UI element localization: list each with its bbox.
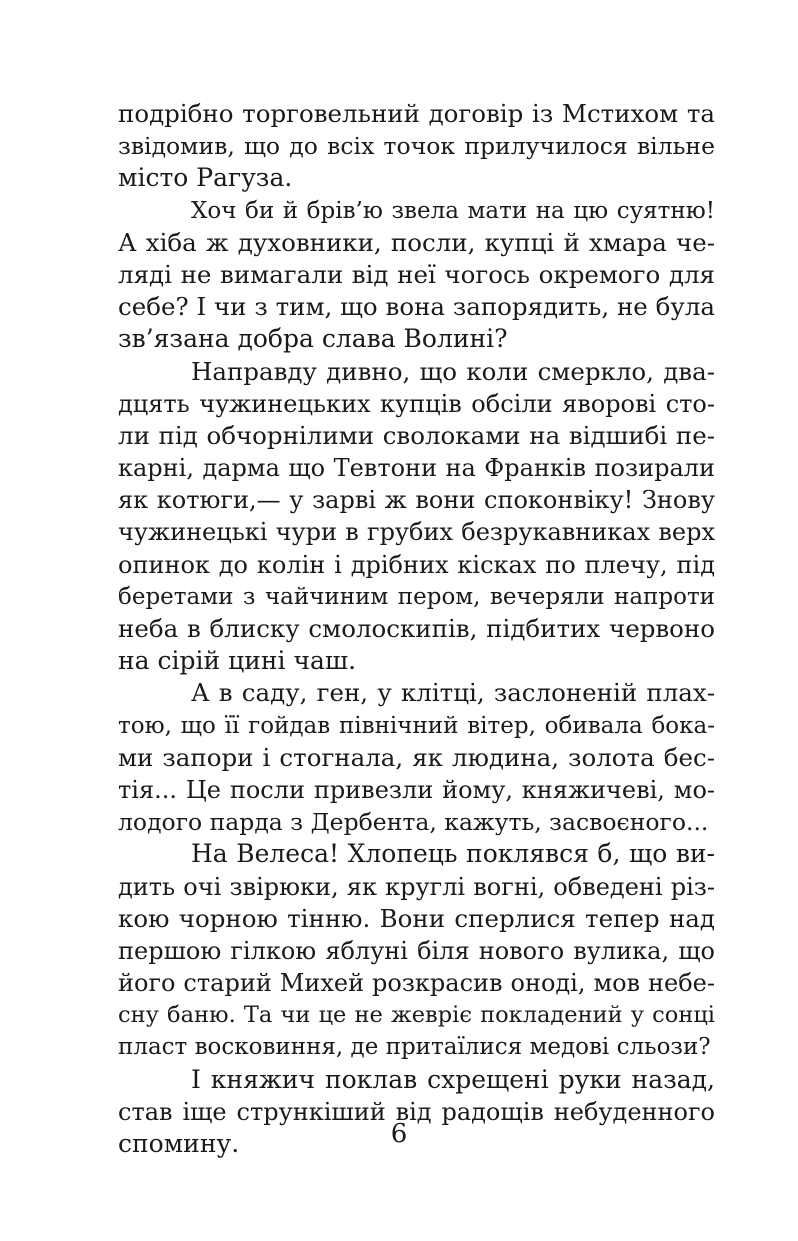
text-line: ми запори і стогнала, як людина, золота бес- — [118, 742, 715, 772]
text-line: себе? І чи з тим, що вона запорядить, не була — [118, 292, 715, 322]
text-line: тою, що її гойдав північний вітер, обивала бока- — [118, 712, 715, 739]
text-line: На Велеса! Хлопець поклявся б, що ви- — [191, 839, 715, 869]
text-line: тія... Це посли привезли йому, княжичеві, мо- — [118, 775, 715, 804]
text-line: карні, дарма що Тевтони на Франків позирали — [118, 454, 715, 483]
text-line: подрібно торговельний договір із Мстихом та — [118, 99, 715, 128]
text-line: спомину. — [118, 1129, 240, 1158]
text-line: пласт восковиння, де притаїлися медові сльози? — [118, 1034, 711, 1061]
text-line: ляді не вимагали від неї чогось окремого для — [118, 259, 715, 289]
page-number: 6 — [390, 1119, 408, 1149]
paragraph — [118, 98, 715, 195]
paragraph — [118, 195, 715, 356]
text-line: на сірій цині чаш. — [118, 646, 357, 676]
body-text — [118, 98, 715, 1160]
text-line: Направду дивно, що коли смеркло, два- — [191, 356, 715, 386]
text-line: чужинецькі чури в грубих безрукавниках верх — [118, 518, 715, 547]
text-line: І княжич поклав схрещені руки назад, — [191, 1064, 715, 1094]
text-line: зв’язана добра слава Волині? — [118, 324, 508, 354]
paragraph — [118, 356, 715, 678]
text-line: неба в блиску смолоскипів, підбитих червоно — [118, 614, 715, 643]
text-line: беретами з чайчиним пером, вечеряли напроти — [118, 583, 715, 610]
text-line: його старий Михей розкрасив оноді, мов небе- — [118, 969, 715, 998]
text-line: Хоч би й брів’ю звела мати на цю суятню! — [191, 197, 715, 224]
text-line: місто Рагуза. — [118, 163, 293, 193]
text-line: став іще стрункіший від радощів небуденного — [118, 1097, 715, 1126]
text-line: дцять чужинецьких купців обсіли яворові сто- — [118, 389, 715, 418]
text-line: А хіба ж духовники, посли, купці й хмара че- — [118, 227, 715, 257]
text-line: як котюги,— у зарві ж вони споконвіку! Знову — [118, 486, 715, 515]
text-line: дить очі звірюки, як круглі вогні, обведені різ- — [118, 872, 715, 901]
text-line: кою чорною тінню. Вони сперлися тепер над — [118, 903, 715, 933]
text-line: сну баню. Та чи це не жевріє покладений у сонці — [118, 1002, 715, 1029]
text-line: опинок до колін і дрібних кісках по плечу, під — [118, 550, 715, 579]
paragraph — [118, 838, 715, 1063]
text-line: першою гілкою яблуні біля нового вулика, що — [118, 936, 715, 965]
text-line: А в саду, ген, у клітці, заслоненій плах- — [191, 678, 715, 708]
text-line: лодого парда з Дербента, кажуть, засвоєного... — [118, 808, 709, 837]
paragraph — [118, 677, 715, 838]
text-line: ли під обчорнілими сволоками на відшибі пе- — [118, 420, 715, 450]
text-line: звідомив, що до всіх точок прилучилося вільне — [118, 132, 715, 161]
